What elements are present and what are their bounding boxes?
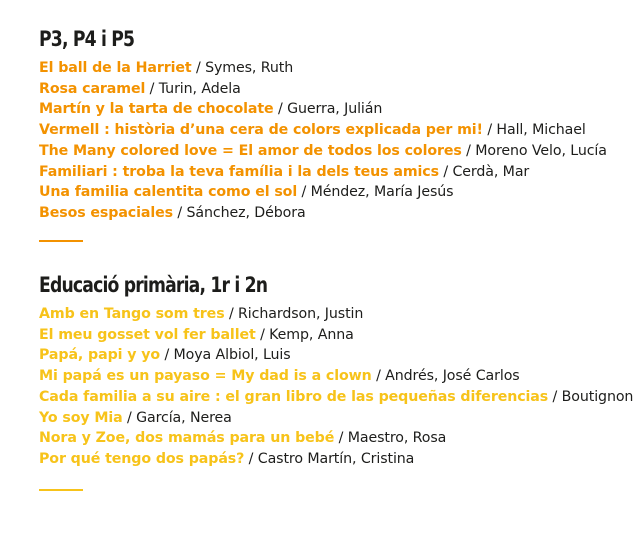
book-title[interactable]: Papá, papi y yo xyxy=(39,347,161,364)
book-title[interactable]: Cada familia a su aire : el gran libro de las pequeñas diferencias xyxy=(39,388,549,405)
section-p3-p4-p5 xyxy=(39,26,607,224)
title-author-separator: / xyxy=(173,204,187,221)
title-author-separator: / xyxy=(371,368,386,385)
book-entry xyxy=(39,366,633,387)
book-author: Boutignon xyxy=(561,388,633,405)
title-author-separator: / xyxy=(160,347,174,364)
book-author: Maestro, Rosa xyxy=(347,430,447,447)
book-title[interactable]: El meu gosset vol fer ballet xyxy=(39,326,256,343)
book-entry xyxy=(39,99,607,120)
book-author: Méndez, María Jesús xyxy=(310,184,454,201)
title-author-separator: / xyxy=(224,306,239,322)
book-title[interactable]: Nora y Zoe, dos mamás para un bebé xyxy=(39,430,335,447)
book-title[interactable]: El ball de la Harriet xyxy=(39,60,192,76)
book-title[interactable]: Martín y la tarta de chocolate xyxy=(39,101,274,118)
book-entry xyxy=(39,428,633,449)
book-entry xyxy=(39,325,633,346)
book-author: Guerra, Julián xyxy=(287,101,383,118)
book-entry xyxy=(39,162,607,183)
book-entry xyxy=(39,120,607,141)
title-author-separator: / xyxy=(122,409,137,426)
section-heading: P3, P4 i P5 xyxy=(39,27,135,51)
book-author: Castro Martín, Cristina xyxy=(257,450,415,467)
title-author-separator: / xyxy=(334,430,348,447)
title-author-separator: / xyxy=(191,60,206,76)
book-author: Sánchez, Débora xyxy=(186,204,306,221)
title-author-separator: / xyxy=(548,388,562,405)
title-author-separator: / xyxy=(297,184,311,201)
book-entry xyxy=(39,387,633,408)
book-title[interactable]: Besos espaciales xyxy=(39,204,173,221)
book-entry xyxy=(39,203,607,224)
title-author-separator: / xyxy=(244,450,258,467)
book-entry xyxy=(39,345,633,366)
section-heading: Educació primària, 1r i 2n xyxy=(39,273,268,297)
section-divider xyxy=(39,489,83,491)
title-author-separator: / xyxy=(273,101,288,118)
section-educacio-primaria xyxy=(39,272,633,470)
book-entry xyxy=(39,79,607,100)
book-title[interactable]: Yo soy Mia xyxy=(39,409,123,426)
book-title[interactable]: Rosa caramel xyxy=(39,80,146,97)
title-author-separator: / xyxy=(255,326,270,343)
book-author: Cerdà, Mar xyxy=(452,163,530,180)
book-title[interactable]: Amb en Tango som tres xyxy=(39,306,225,322)
book-title[interactable]: Familiari : troba la teva família i la dels teus amics xyxy=(39,163,439,180)
book-author: Hall, Michael xyxy=(496,122,586,139)
book-entry xyxy=(39,304,633,325)
book-entry xyxy=(39,58,607,79)
title-author-separator: / xyxy=(438,163,453,180)
book-list xyxy=(39,304,633,470)
book-entry xyxy=(39,182,607,203)
book-list xyxy=(39,58,607,224)
title-author-separator: / xyxy=(482,122,497,139)
title-author-separator: / xyxy=(461,142,476,159)
book-title[interactable]: Vermell : història d’una cera de colors explicada per mi! xyxy=(39,122,483,139)
book-author: Turin, Adela xyxy=(158,80,241,97)
book-title[interactable]: Por qué tengo dos papás? xyxy=(39,450,245,467)
book-entry xyxy=(39,408,633,429)
section-divider xyxy=(39,240,83,242)
book-entry xyxy=(39,449,633,470)
book-author: Symes, Ruth xyxy=(205,60,294,76)
book-author: Richardson, Justin xyxy=(238,306,364,322)
title-author-separator: / xyxy=(145,80,159,97)
book-author: Moya Albiol, Luis xyxy=(173,347,291,364)
book-title[interactable]: Una familia calentita como el sol xyxy=(39,184,298,201)
book-title[interactable]: The Many colored love = El amor de todos los colores xyxy=(39,142,462,159)
book-author: García, Nerea xyxy=(136,409,232,426)
book-entry xyxy=(39,141,607,162)
book-author: Kemp, Anna xyxy=(269,326,354,343)
book-title[interactable]: Mi papá es un payaso = My dad is a clown xyxy=(39,368,372,385)
book-author: Moreno Velo, Lucía xyxy=(475,142,607,159)
book-author: Andrés, José Carlos xyxy=(385,368,520,385)
